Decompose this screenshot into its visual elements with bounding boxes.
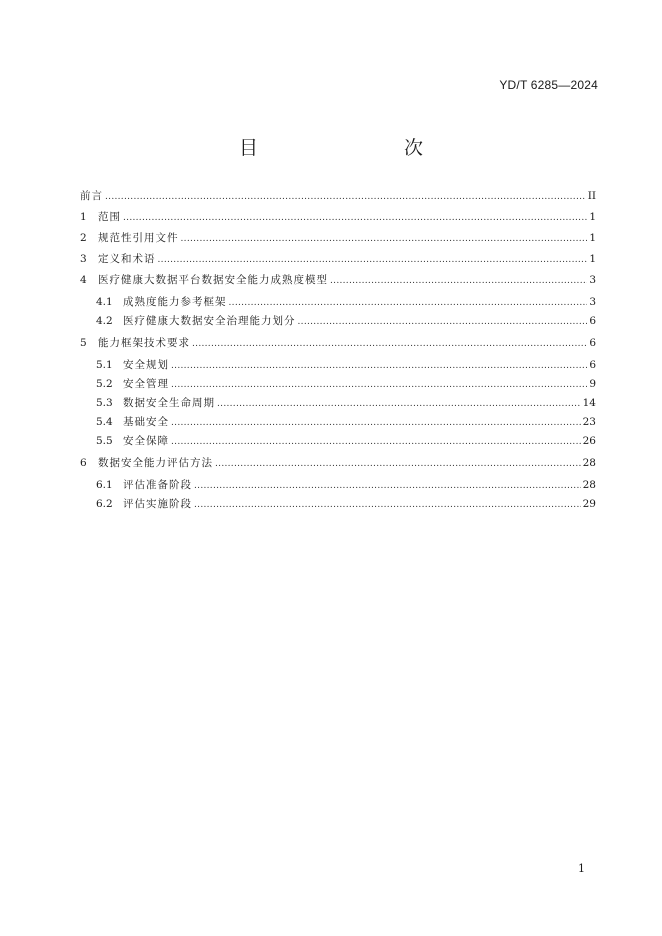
dot-leader xyxy=(229,294,588,313)
toc-entry-number: 4.1 xyxy=(96,296,113,308)
dot-leader xyxy=(123,208,587,229)
dot-leader xyxy=(171,357,587,376)
toc-entry-number: 6.1 xyxy=(96,479,113,491)
toc-entry-number: 5.1 xyxy=(96,359,113,371)
toc-entry-6[interactable] xyxy=(80,453,596,474)
toc-entry-5-3[interactable] xyxy=(80,394,596,413)
toc-entry-foreword[interactable] xyxy=(80,186,596,207)
toc-entry-label: 医疗健康大数据平台数据安全能力成熟度模型 xyxy=(98,274,328,286)
toc-entry-number: 5.5 xyxy=(96,435,113,447)
dot-leader xyxy=(181,229,588,250)
dot-leader xyxy=(192,334,587,355)
toc-entry-3[interactable] xyxy=(80,249,596,270)
toc-entry-page: 14 xyxy=(582,397,596,409)
toc-entry-5-1[interactable] xyxy=(80,356,596,375)
toc-entry-5[interactable] xyxy=(80,333,596,354)
toc-entry-page: 9 xyxy=(589,378,596,390)
toc-entry-number: 5.3 xyxy=(96,397,113,409)
toc-entry-page: 1 xyxy=(589,253,596,265)
toc-entry-label: 规范性引用文件 xyxy=(98,232,179,244)
dot-leader xyxy=(194,477,581,496)
toc-entry-number: 1 xyxy=(80,211,87,223)
dot-leader xyxy=(215,454,581,475)
dot-leader xyxy=(171,414,581,433)
toc-entry-label: 评估实施阶段 xyxy=(123,498,192,510)
toc-entry-number: 6 xyxy=(80,457,87,469)
standard-code: YD/T 6285—2024 xyxy=(499,78,598,92)
toc-entry-number: 6.2 xyxy=(96,498,113,510)
toc-entry-label: 定义和术语 xyxy=(98,253,156,265)
toc-entry-6-1[interactable] xyxy=(80,476,596,495)
dot-leader xyxy=(171,376,587,395)
toc-entry-5-2[interactable] xyxy=(80,375,596,394)
dot-leader xyxy=(171,433,581,452)
toc-entry-page: 3 xyxy=(589,296,596,308)
toc-entry-number: 5.4 xyxy=(96,416,113,428)
toc-entry-label: 安全保障 xyxy=(123,435,169,447)
dot-leader xyxy=(298,313,588,332)
toc-entry-page: II xyxy=(587,190,596,202)
toc-entry-label: 评估准备阶段 xyxy=(123,479,192,491)
dot-leader xyxy=(158,250,588,271)
toc-entry-label: 成熟度能力参考框架 xyxy=(123,296,227,308)
toc-entry-label: 医疗健康大数据安全治理能力划分 xyxy=(123,315,296,327)
toc-entry-5-5[interactable] xyxy=(80,432,596,451)
toc-entry-label: 安全管理 xyxy=(123,378,169,390)
toc-entry-label: 能力框架技术要求 xyxy=(98,337,190,349)
toc-entry-page: 1 xyxy=(589,211,596,223)
page-number: 1 xyxy=(578,862,585,875)
toc-entry-page: 6 xyxy=(589,315,596,327)
dot-leader xyxy=(194,496,581,515)
toc-entry-page: 23 xyxy=(582,416,596,428)
toc-entry-number: 5.2 xyxy=(96,378,113,390)
toc-entry-4-1[interactable] xyxy=(80,293,596,312)
page-title: 目 次 xyxy=(238,137,459,159)
toc-entry-page: 28 xyxy=(582,479,596,491)
toc-entry-page: 26 xyxy=(582,435,596,447)
toc-entry-label: 安全规划 xyxy=(123,359,169,371)
toc-entry-4[interactable] xyxy=(80,270,596,291)
toc-entry-2[interactable] xyxy=(80,228,596,249)
toc-entry-label: 基础安全 xyxy=(123,416,169,428)
toc-entry-number: 2 xyxy=(80,232,87,244)
toc-entry-4-2[interactable] xyxy=(80,312,596,331)
table-of-contents xyxy=(80,186,596,514)
toc-entry-1[interactable] xyxy=(80,207,596,228)
toc-entry-label: 数据安全生命周期 xyxy=(123,397,215,409)
toc-entry-page: 28 xyxy=(582,457,596,469)
toc-entry-page: 3 xyxy=(589,274,596,286)
toc-entry-page: 6 xyxy=(589,337,596,349)
toc-entry-label: 范围 xyxy=(98,211,121,223)
toc-entry-number: 3 xyxy=(80,253,87,265)
toc-entry-5-4[interactable] xyxy=(80,413,596,432)
toc-entry-page: 29 xyxy=(582,498,596,510)
dot-leader xyxy=(330,271,587,292)
toc-entry-label: 数据安全能力评估方法 xyxy=(98,457,213,469)
toc-entry-number: 5 xyxy=(80,337,87,349)
toc-entry-number: 4.2 xyxy=(96,315,113,327)
dot-leader xyxy=(105,187,586,208)
toc-entry-number: 4 xyxy=(80,274,87,286)
toc-entry-page: 1 xyxy=(589,232,596,244)
toc-entry-label: 前言 xyxy=(80,190,103,202)
toc-entry-page: 6 xyxy=(589,359,596,371)
toc-entry-6-2[interactable] xyxy=(80,495,596,514)
dot-leader xyxy=(217,395,581,414)
